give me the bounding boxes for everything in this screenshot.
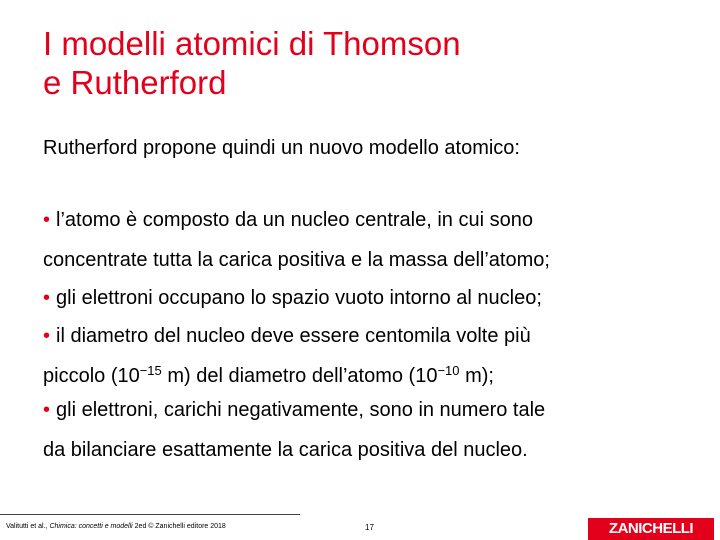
- slide-footer: [0, 514, 720, 540]
- bullet-line: [43, 316, 693, 356]
- title-line-2: e Rutherford: [43, 64, 227, 101]
- bullet-text: gli elettroni occupano lo spazio vuoto intorno al nucleo;: [56, 287, 542, 309]
- text-part: m) del diametro dell’atomo (10: [161, 365, 438, 387]
- citation-edition: 2ed © Zanichelli editore 2018: [132, 523, 226, 530]
- bullet-atom-structure: [43, 200, 693, 280]
- bullet-electrons-space: [43, 278, 693, 318]
- intro-text: Rutherford propone quindi un nuovo modello atomico:: [43, 137, 520, 159]
- bullet-text: l’atomo è composto da un nucleo centrale, in cui sono: [56, 209, 533, 231]
- bullet-marker: •: [43, 325, 51, 347]
- bullet-marker: •: [43, 399, 51, 421]
- footer-citation: [6, 523, 226, 530]
- bullet-line: [43, 390, 693, 430]
- exponent-nucleus: −15: [139, 363, 162, 378]
- bullet-nucleus-diameter: [43, 316, 693, 396]
- title-line-1: I modelli atomici di Thomson: [43, 25, 461, 62]
- bullet-line: [43, 200, 693, 240]
- page-number: 17: [365, 523, 374, 532]
- text-part: piccolo (10: [43, 365, 140, 387]
- bullet-marker: •: [43, 209, 51, 231]
- exponent-atom: −10: [437, 363, 460, 378]
- citation-book-title: Chimica: concetti e modelli: [49, 523, 133, 530]
- bullet-continuation: concentrate tutta la carica positiva e la massa dell’atomo;: [43, 249, 550, 271]
- slide-title: [43, 24, 683, 102]
- text-part: m);: [459, 365, 494, 387]
- bullet-electrons-charge: [43, 390, 693, 470]
- citation-authors: Valitutti et al.,: [6, 523, 50, 530]
- bullet-marker: •: [43, 287, 51, 309]
- bullet-line: [43, 278, 693, 318]
- bullet-continuation: da bilanciare esattamente la carica positiva del nucleo.: [43, 439, 528, 461]
- bullet-text: il diametro del nucleo deve essere centomila volte più: [56, 325, 531, 347]
- publisher-logo: ZANICHELLI: [588, 518, 714, 540]
- footer-divider: [0, 514, 300, 515]
- bullet-text: gli elettroni, carichi negativamente, sono in numero tale: [56, 399, 546, 421]
